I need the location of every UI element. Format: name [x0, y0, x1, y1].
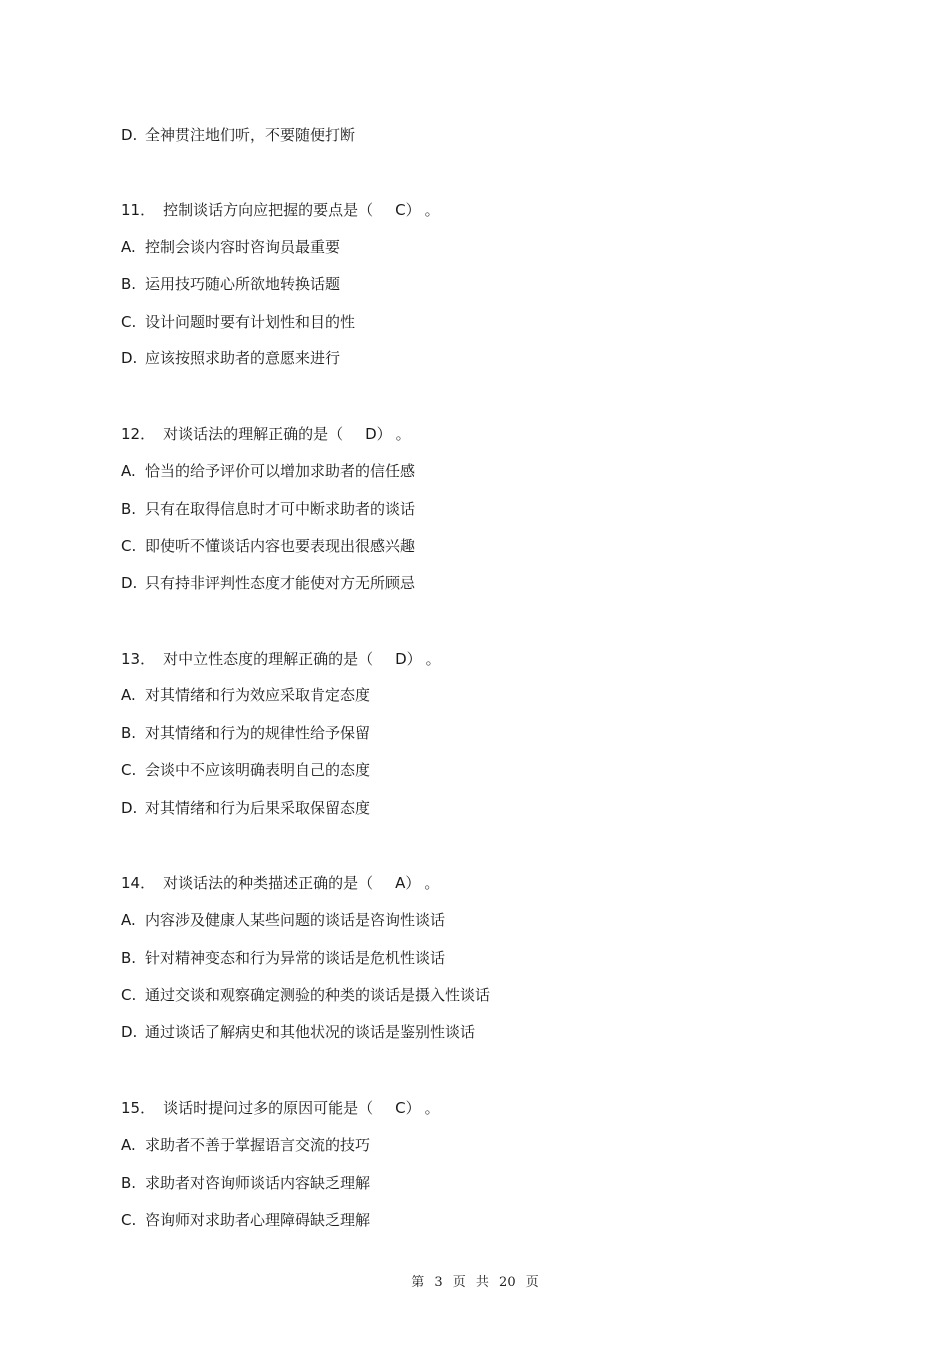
option-letter: A.: [121, 462, 136, 480]
question-answer: C）: [395, 201, 421, 219]
option-line: [121, 985, 490, 1005]
question-number: 14．: [121, 874, 156, 892]
option-text: 针对精神变态和行为异常的谈话是危机性谈话: [145, 949, 446, 967]
option-line: [121, 536, 415, 556]
option-letter: B.: [121, 500, 137, 518]
option-letter: C.: [121, 537, 137, 555]
option-line: [121, 1135, 370, 1155]
option-line: [121, 499, 415, 519]
option-line: [121, 1210, 370, 1230]
option-text: 设计问题时要有计划性和目的性: [145, 313, 356, 331]
option-text: 咨询师对求助者心理障碍缺乏理解: [145, 1211, 371, 1229]
question-number: 12．: [121, 425, 156, 443]
option-letter: A.: [121, 686, 136, 704]
question-stem: [121, 873, 439, 893]
option-text: 对其情绪和行为后果采取保留态度: [145, 799, 371, 817]
option-text: 通过谈话了解病史和其他状况的谈话是鉴别性谈话: [145, 1023, 476, 1041]
option-letter: B.: [121, 949, 137, 967]
question-answer: D）: [395, 650, 422, 668]
option-text: 对其情绪和行为的规律性给予保留: [145, 724, 371, 742]
question-stem: [121, 1098, 440, 1118]
option-text: 只有在取得信息时才可中断求助者的谈话: [145, 500, 416, 518]
option-line: [121, 723, 370, 743]
option-letter: D.: [121, 574, 138, 592]
question-number: 11．: [121, 201, 156, 219]
option-line: [121, 125, 355, 145]
option-line: [121, 948, 445, 968]
option-line: [121, 237, 340, 257]
option-line: [121, 1173, 370, 1193]
option-letter: B.: [121, 275, 137, 293]
option-line: [121, 573, 415, 593]
option-line: [121, 760, 370, 780]
option-letter: A.: [121, 911, 136, 929]
question-stem: [121, 200, 440, 220]
option-letter: B.: [121, 1174, 137, 1192]
option-text: 会谈中不应该明确表明自己的态度: [145, 761, 371, 779]
question-answer: D）: [365, 425, 392, 443]
question-end: 。: [395, 425, 411, 443]
question-end: 。: [424, 874, 440, 892]
question-stem: [121, 424, 411, 444]
question-end: 。: [425, 650, 441, 668]
option-line: [121, 798, 370, 818]
option-text: 通过交谈和观察确定测验的种类的谈话是摄入性谈话: [145, 986, 491, 1004]
option-text: 即使听不懂谈话内容也要表现出很感兴趣: [145, 537, 416, 555]
option-text: 控制会谈内容时咨询员最重要: [145, 238, 341, 256]
option-letter: C.: [121, 313, 137, 331]
option-line: [121, 461, 415, 481]
option-text: 求助者不善于掌握语言交流的技巧: [145, 1136, 371, 1154]
option-text: 内容涉及健康人某些问题的谈话是咨询性谈话: [145, 911, 446, 929]
question-text: 对中立性态度的理解正确的是（: [163, 650, 374, 668]
question-answer: C）: [395, 1099, 421, 1117]
option-letter: D.: [121, 126, 138, 144]
option-text: 全神贯注地们听，不要随便打断: [145, 126, 356, 144]
page-footer: 第 3 页 共 20 页: [411, 1275, 539, 1290]
option-line: [121, 348, 340, 368]
question-text: 控制谈话方向应把握的要点是（: [163, 201, 374, 219]
option-letter: B.: [121, 724, 137, 742]
option-line: [121, 274, 340, 294]
option-line: [121, 312, 355, 332]
option-line: [121, 910, 445, 930]
option-line: [121, 1022, 475, 1042]
question-text: 对谈话法的理解正确的是（: [163, 425, 344, 443]
option-letter: A.: [121, 238, 136, 256]
option-letter: C.: [121, 761, 137, 779]
option-line: [121, 685, 370, 705]
option-letter: D.: [121, 799, 138, 817]
option-text: 恰当的给予评价可以增加求助者的信任感: [145, 462, 416, 480]
option-text: 对其情绪和行为效应采取肯定态度: [145, 686, 371, 704]
option-letter: A.: [121, 1136, 136, 1154]
option-letter: C.: [121, 1211, 137, 1229]
question-stem: [121, 649, 441, 669]
question-answer: A）: [395, 874, 421, 892]
option-letter: D.: [121, 1023, 138, 1041]
option-text: 求助者对咨询师谈话内容缺乏理解: [145, 1174, 371, 1192]
option-letter: D.: [121, 349, 138, 367]
option-letter: C.: [121, 986, 137, 1004]
question-number: 15．: [121, 1099, 156, 1117]
question-end: 。: [424, 201, 440, 219]
question-text: 谈话时提问过多的原因可能是（: [163, 1099, 374, 1117]
option-text: 应该按照求助者的意愿来进行: [145, 349, 341, 367]
question-text: 对谈话法的种类描述正确的是（: [163, 874, 374, 892]
question-end: 。: [424, 1099, 440, 1117]
option-text: 运用技巧随心所欲地转换话题: [145, 275, 341, 293]
question-number: 13．: [121, 650, 156, 668]
option-text: 只有持非评判性态度才能使对方无所顾忌: [145, 574, 416, 592]
